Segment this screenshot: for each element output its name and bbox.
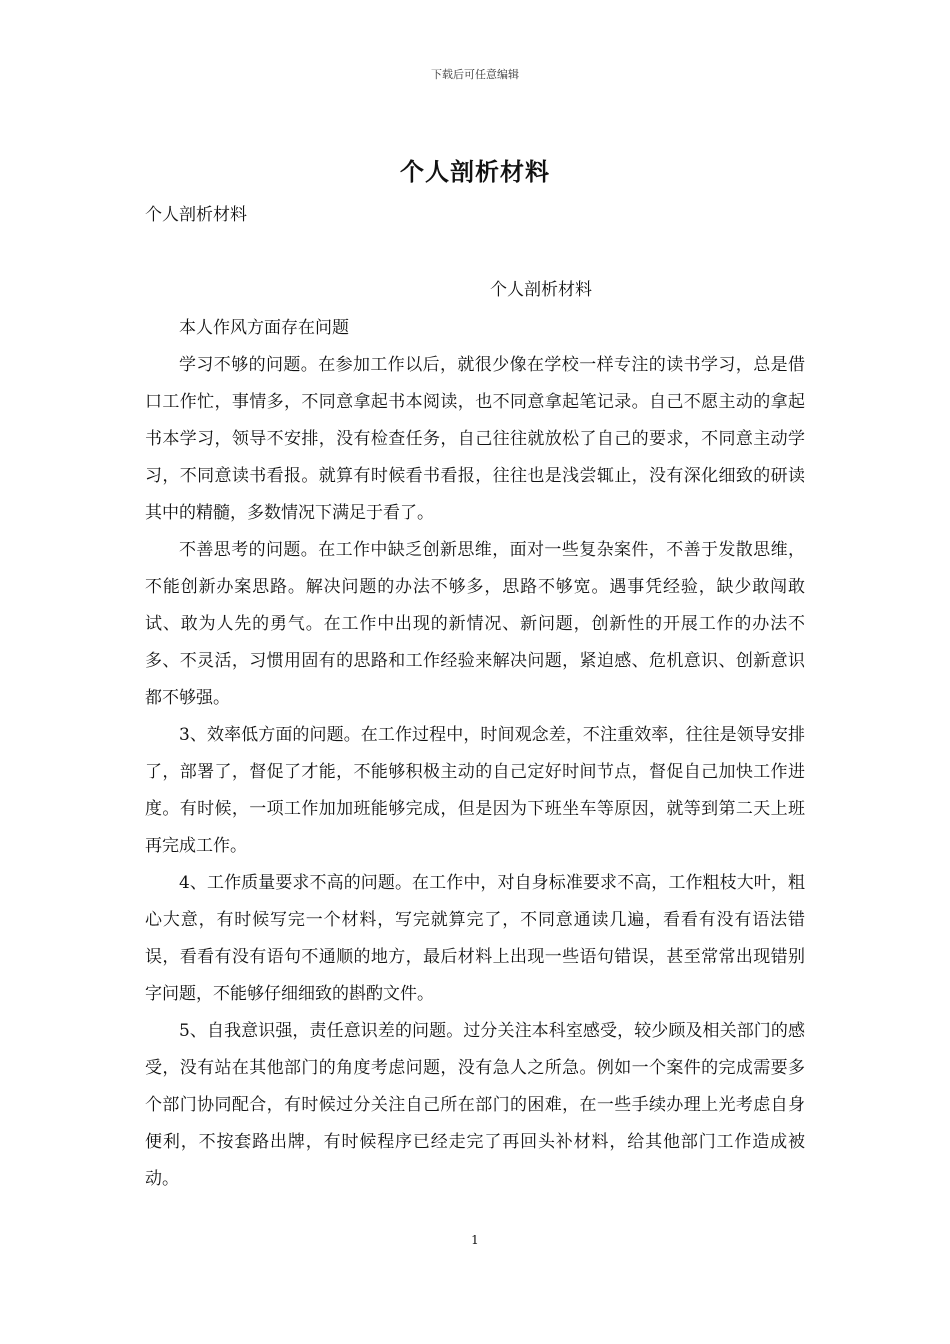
body-paragraph: 学习不够的问题。在参加工作以后，就很少像在学校一样专注的读书学习，总是借口工作忙，事情多，不同意拿起书本阅读，也不同意拿起笔记录。自己不愿主动的拿起书本学习，领导不安排，没有检查任务，自己往往就放松了自己的要求，不同意主动学习，不同意读书看报。就算有时候看书看报，往往也是浅尝辄止，没有深化细致的研读其中的精髓，多数情况下满足于看了。	[145, 355, 805, 523]
document-body	[145, 310, 805, 1198]
body-paragraph: 不善思考的问题。在工作中缺乏创新思维，面对一些复杂案件，不善于发散思维，不能创新办案思路。解决问题的办法不够多，思路不够宽。遇事凭经验，缺少敢闯敢试、敢为人先的勇气。在工作中出现的新情况、新问题，创新性的开展工作的办法不多、不灵活，习惯用固有的思路和工作经验来解决问题，紧迫感、危机意识、创新意识都不够强。	[145, 540, 805, 708]
document-title: 个人剖析材料	[400, 157, 550, 186]
body-paragraph: 5、自我意识强，责任意识差的问题。过分关注本科室感受，较少顾及相关部门的感受，没有站在其他部门的角度考虑问题，没有急人之所急。例如一个案件的完成需要多个部门协同配合，有时候过分关注自己所在部门的困难，在一些手续办理上光考虑自身便利，不按套路出牌，有时候程序已经走完了再回头补材料，给其他部门工作造成被动。	[145, 1021, 805, 1189]
page-header-note: 下载后可任意编辑	[431, 68, 519, 81]
body-paragraph: 4、工作质量要求不高的问题。在工作中，对自身标准要求不高，工作粗枝大叶，粗心大意，有时候写完一个材料，写完就算完了，不同意通读几遍，看看有没有语法错误，看看有没有语句不通顺的地方，最后材料上出现一些语句错误，甚至常常出现错别字问题，不能够仔细细致的斟酌文件。	[145, 873, 805, 1004]
body-paragraph: 3、效率低方面的问题。在工作过程中，时间观念差，不注重效率，往往是领导安排了，部署了，督促了才能，不能够积极主动的自己定好时间节点，督促自己加快工作进度。有时候，一项工作加加班能够完成，但是因为下班坐车等原因，就等到第二天上班再完成工作。	[145, 725, 805, 856]
section-heading: 本人作风方面存在问题	[179, 318, 349, 338]
page-number: 1	[471, 1233, 479, 1247]
center-heading: 个人剖析材料	[490, 280, 592, 300]
document-subtitle: 个人剖析材料	[145, 205, 247, 225]
